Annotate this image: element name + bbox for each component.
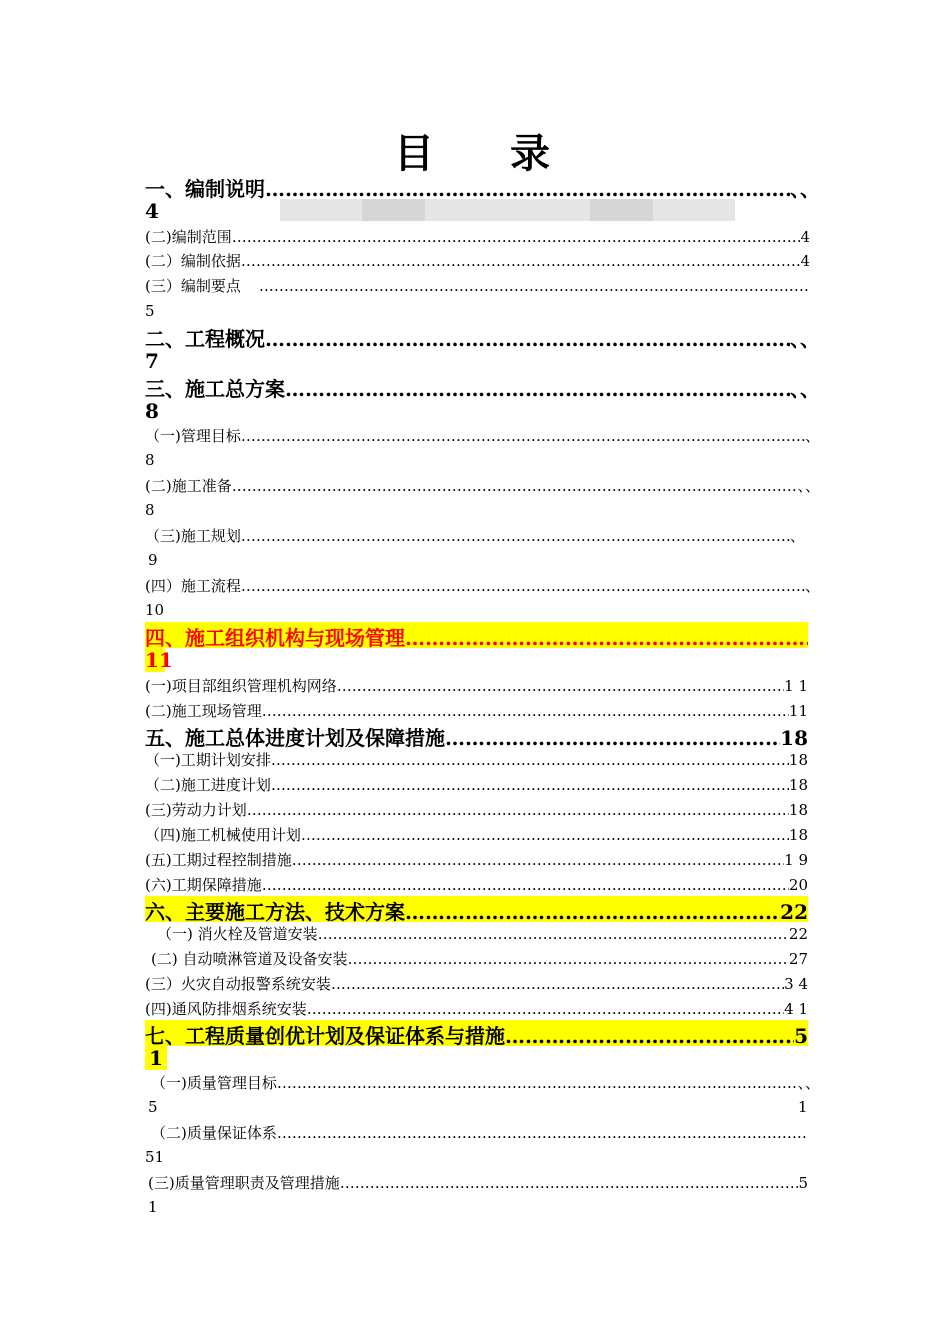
leader-dots <box>405 900 780 922</box>
toc-entry-s1a[interactable] <box>145 226 810 246</box>
page-number: 1 <box>148 1198 158 1216</box>
page-number: 11 <box>145 648 173 672</box>
page-number: 10 <box>145 601 165 619</box>
toc-entry-s4b[interactable] <box>145 700 808 720</box>
page-number: 8 <box>145 399 159 423</box>
toc-entry-label: 一、编制说明 <box>145 177 265 199</box>
toc-entry-tail: 、 <box>789 527 805 545</box>
toc-title-char-1: 目 <box>394 130 440 177</box>
redaction-bar-dark <box>590 199 653 221</box>
toc-entry-label: (三）编制要点 <box>145 277 241 295</box>
page-number: 5 <box>148 1098 158 1116</box>
leader-dots <box>265 177 790 199</box>
toc-entry-tail: 11 <box>788 702 808 720</box>
leader-dots <box>241 252 801 270</box>
toc-entry-tail: 、 <box>804 427 820 445</box>
leader-dots <box>277 1074 798 1092</box>
toc-entry-tail: 5 <box>794 1024 808 1046</box>
redaction-bar <box>280 199 735 221</box>
page-number: 8 <box>145 501 155 519</box>
toc-entry-tail: 、、 <box>790 327 820 349</box>
page-number: 51 <box>145 1148 165 1166</box>
toc-entry-label: (六)工期保障措施 <box>145 876 262 894</box>
toc-entry-s6d[interactable] <box>145 998 808 1018</box>
toc-entry-label: (二）编制依据 <box>145 252 241 270</box>
toc-entry-tail: 、、 <box>797 477 820 495</box>
leader-dots <box>259 277 810 295</box>
toc-entry-label: 三、施工总方案 <box>145 377 285 399</box>
leader-dots <box>347 950 788 968</box>
toc-entry-s6[interactable] <box>145 896 808 922</box>
toc-entry-s6b[interactable] <box>145 948 808 968</box>
toc-entry-label: (四）施工流程 <box>145 577 241 595</box>
toc-entry-s4a[interactable] <box>145 675 808 695</box>
toc-entry-s3c[interactable] <box>145 525 805 545</box>
redaction-bar-dark <box>362 199 425 221</box>
toc-entry-s5b[interactable] <box>145 774 808 794</box>
toc-entry-tail: 18 <box>788 776 808 794</box>
toc-entry-label: (二)编制范围 <box>145 228 232 246</box>
toc-entry-s3d[interactable] <box>145 575 820 595</box>
toc-entry-label: （二)施工进度计划 <box>145 776 271 794</box>
toc-entry-s1c[interactable] <box>145 275 810 295</box>
toc-entry-label: （二)质量保证体系 <box>151 1124 277 1142</box>
toc-entry-label: 七、工程质量创优计划及保证体系与措施 <box>145 1024 505 1046</box>
toc-entry-label: (四)通风防排烟系统安装 <box>145 1000 307 1018</box>
toc-entry-s2[interactable] <box>145 323 820 349</box>
leader-dots <box>445 726 780 748</box>
toc-entry-label: (三)质量管理职责及管理措施 <box>148 1174 340 1192</box>
toc-entry-tail: 、 <box>804 577 820 595</box>
leader-dots <box>337 677 784 695</box>
leader-dots <box>331 975 784 993</box>
toc-entry-tail: 18 <box>780 726 808 748</box>
toc-entry-tail: 3 4 <box>784 975 808 993</box>
toc-entry-tail: 1 1 <box>784 677 808 695</box>
page-number: 4 <box>145 199 159 223</box>
toc-entry-s7c[interactable] <box>145 1172 808 1192</box>
leader-dots <box>318 925 789 943</box>
toc-entry-s3b[interactable] <box>145 475 820 495</box>
leader-dots <box>285 377 790 399</box>
toc-entry-label: (三)劳动力计划 <box>145 801 247 819</box>
toc-entry-label: (二)施工准备 <box>145 477 232 495</box>
toc-entry-label: (二) 自动喷淋管道及设备安装 <box>151 950 348 968</box>
toc-entry-label: （一) 消火栓及管道安装 <box>157 925 318 943</box>
page-number: 7 <box>145 349 159 373</box>
leader-dots <box>271 776 789 794</box>
toc-entry-s5a[interactable] <box>145 749 808 769</box>
leader-dots <box>301 826 789 844</box>
toc-entry-tail: 、、 <box>790 377 820 399</box>
page-number: 1 <box>145 1046 167 1070</box>
leader-dots <box>265 327 790 349</box>
leader-dots <box>405 626 808 648</box>
toc-entry-tail: 1 9 <box>784 851 808 869</box>
toc-entry-s5e[interactable] <box>145 849 808 869</box>
leader-dots <box>232 477 798 495</box>
leader-dots <box>247 801 789 819</box>
toc-entry-label: （四)施工机械使用计划 <box>145 826 301 844</box>
leader-dots <box>262 702 789 720</box>
toc-entry-s5f[interactable] <box>145 874 808 894</box>
page-number: 1 <box>798 1098 808 1116</box>
toc-entry-s4[interactable] <box>145 622 808 648</box>
leader-dots <box>307 1000 784 1018</box>
leader-dots <box>262 876 789 894</box>
page-number: 5 <box>145 302 155 320</box>
leader-dots <box>340 1174 799 1192</box>
leader-dots <box>241 577 805 595</box>
toc-entry-label: 五、施工总体进度计划及保障措施 <box>145 726 445 748</box>
toc-entry-label: 四、施工组织机构与现场管理 <box>145 626 405 648</box>
toc-entry-tail: 22 <box>780 900 808 922</box>
toc-entry-s7b[interactable] <box>145 1122 808 1142</box>
toc-entry-s1[interactable] <box>145 173 820 199</box>
toc-entry-s1b[interactable] <box>145 250 810 270</box>
toc-entry-tail: 18 <box>788 751 808 769</box>
toc-entry-tail: 4 1 <box>784 1000 808 1018</box>
toc-entry-label: (五)工期过程控制措施 <box>145 851 292 869</box>
toc-entry-label: （一)工期计划安排 <box>145 751 271 769</box>
leader-dots <box>505 1024 794 1046</box>
toc-entry-tail: 、、 <box>797 1074 820 1092</box>
page-number: 9 <box>148 551 158 569</box>
toc-entry-label: 六、主要施工方法、技术方案 <box>145 900 405 922</box>
leader-dots <box>241 427 805 445</box>
toc-entry-label: (二)施工现场管理 <box>145 702 262 720</box>
leader-dots <box>232 228 801 246</box>
toc-entry-s3[interactable] <box>145 373 820 399</box>
leader-dots <box>241 527 790 545</box>
toc-entry-s6a[interactable] <box>145 923 808 943</box>
toc-entry-label: 二、工程概况 <box>145 327 265 349</box>
toc-entry-tail: 18 <box>788 826 808 844</box>
toc-entry-label: (三）火灾自动报警系统安装 <box>145 975 331 993</box>
toc-entry-tail: 18 <box>788 801 808 819</box>
toc-entry-tail: 27 <box>788 950 808 968</box>
toc-entry-label: (一)项目部组织管理机构网络 <box>145 677 337 695</box>
toc-entry-tail: 、、 <box>790 177 820 199</box>
page-number: 8 <box>145 451 155 469</box>
toc-entry-label: （一)质量管理目标 <box>151 1074 277 1092</box>
toc-entry-label: （一)管理目标 <box>145 427 241 445</box>
toc-entry-tail: 5 <box>798 1174 808 1192</box>
leader-dots <box>292 851 784 869</box>
toc-entry-tail: 4 <box>800 252 810 270</box>
toc-entry-tail: 20 <box>788 876 808 894</box>
toc-entry-s7a[interactable] <box>145 1072 820 1092</box>
toc-entry-label: （三)施工规划 <box>145 527 241 545</box>
toc-entry-tail: 22 <box>788 925 808 943</box>
leader-dots <box>271 751 789 769</box>
toc-entry-s5c[interactable] <box>145 799 808 819</box>
toc-entry-tail: 4 <box>800 228 810 246</box>
leader-dots <box>277 1124 808 1142</box>
toc-entry-s6c[interactable] <box>145 973 808 993</box>
toc-entry-s5[interactable] <box>145 722 808 748</box>
toc-title-char-2: 录 <box>510 130 556 177</box>
toc-entry-s3a[interactable] <box>145 425 820 445</box>
toc-entry-s5d[interactable] <box>145 824 808 844</box>
toc-entry-s7[interactable] <box>145 1020 808 1046</box>
